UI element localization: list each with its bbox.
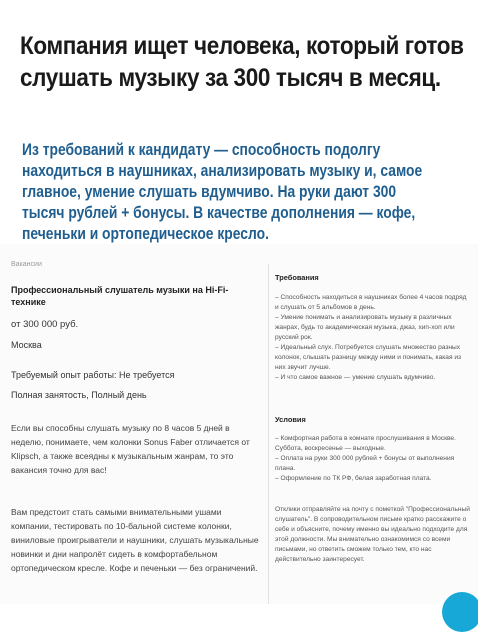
vacancy-experience: Требуемый опыт работы: Не требуется [11, 370, 175, 380]
vacancy-salary: от 300 000 руб. [11, 319, 79, 330]
article-subheadline: Из требований к кандидату — способность подолгу находиться в наушниках, анализировать музыку и, самое главное, умение слушать вдумчиво. На руки дают 300 тысяч рублей + бонусы. В качестве дополнения — кофе, печеньки и ортопедическое кресло. [22, 141, 423, 243]
requirements-heading: Требования [275, 273, 319, 282]
conditions-list [275, 434, 470, 484]
conditions-heading: Условия [275, 415, 306, 424]
condition-item: – Оплата на руки 300 000 рублей + бонусы от выполнения плана. [275, 455, 455, 472]
vacancy-city: Москва [11, 340, 42, 350]
vacancy-employment: Полная занятость, Полный день [11, 390, 147, 400]
breadcrumb-vacancies[interactable]: Вакансии [11, 261, 42, 268]
vacancy-description-2: Вам предстоит стать самыми внимательными ушами компании, тестировать по 10-бальной системе колонки, виниловые проигрыватели и наушники, слушать музыкальные новинки и дни напролёт сидеть в комфортабельном ортопедическом кресле. Кофе и печеньки — без ограничений. [11, 507, 259, 573]
vacancy-title: Профессиональный слушатель музыки на Hi-Fi-технике [11, 285, 229, 307]
condition-item: – Оформление по ТК РФ, белая заработная плата. [275, 475, 432, 482]
requirements-list [275, 293, 470, 383]
requirement-item: – И что самое важное — умение слушать вдумчиво. [275, 374, 436, 381]
condition-item: – Комфортная работа в комнате прослушивания в Москве. Суббота, воскресенье — выходные. [275, 435, 456, 452]
requirement-item: – Умение понимать и анализировать музыку в различных жанрах, будь то академическая музыка, джаз, хип-хоп или русский рок. [275, 314, 455, 341]
article-headline: Компания ищет человека, который готов слушать музыку за 300 тысяч в месяц. [20, 32, 464, 92]
chat-button[interactable] [442, 592, 478, 632]
requirement-item: – Способность находиться в наушниках более 4 часов подряд и слушать от 5 альбомов в день. [275, 294, 467, 311]
responses-text: Отклики отправляйте на почту с пометкой "Профессиональный слушатель". В сопроводительном письме кратко расскажите о себе и объясните, почему именно вы идеально подходите для этой должности. Мы внимательно ознакомимся со всеми письмами, но ответить сможем только тем, кто нас действительно заинтересует. [275, 506, 470, 563]
vacancy-description-1: Если вы способны слушать музыку по 8 часов 5 дней в неделю, понимаете, чем колонки Sonus Faber отличается от Klipsch, а также всеядны к музыкальным жанрам, то это вакансия точно для вас! [11, 423, 250, 475]
requirement-item: – Идеальный слух. Потребуется слушать множество разных колонок, слышать разницу между ними и понимать, какая из них звучит лучше. [275, 344, 462, 371]
column-divider [268, 264, 269, 604]
